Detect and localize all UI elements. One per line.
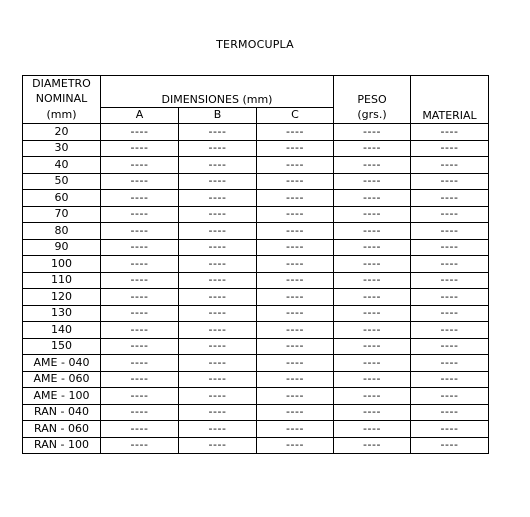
cell-material: ---- [411, 239, 489, 256]
cell-peso: ---- [334, 437, 411, 454]
cell-b: ---- [179, 157, 257, 174]
cell-diametro: 80 [23, 223, 101, 240]
cell-a: ---- [101, 190, 179, 207]
cell-c: ---- [257, 404, 334, 421]
header-peso-unit: (grs.) [334, 107, 411, 124]
cell-a: ---- [101, 272, 179, 289]
cell-peso: ---- [334, 157, 411, 174]
cell-diametro: AME - 060 [23, 371, 101, 388]
cell-diametro: 140 [23, 322, 101, 339]
cell-b: ---- [179, 404, 257, 421]
cell-material: ---- [411, 206, 489, 223]
table-row [23, 173, 489, 190]
table-row [23, 322, 489, 339]
cell-diametro: RAN - 100 [23, 437, 101, 454]
cell-c: ---- [257, 239, 334, 256]
cell-c: ---- [257, 256, 334, 273]
cell-c: ---- [257, 371, 334, 388]
cell-peso: ---- [334, 421, 411, 438]
cell-a: ---- [101, 404, 179, 421]
cell-peso: ---- [334, 289, 411, 306]
cell-b: ---- [179, 305, 257, 322]
cell-diametro: 70 [23, 206, 101, 223]
header-diametro-line1: DIAMETRO [23, 76, 101, 92]
cell-a: ---- [101, 256, 179, 273]
header-peso: PESO [334, 92, 411, 108]
table-row [23, 272, 489, 289]
cell-b: ---- [179, 421, 257, 438]
page-title: TERMOCUPLA [216, 38, 294, 51]
cell-diametro: 130 [23, 305, 101, 322]
cell-material: ---- [411, 421, 489, 438]
table-row [23, 140, 489, 157]
header-diametro-line2: NOMINAL [23, 92, 101, 108]
cell-material: ---- [411, 338, 489, 355]
cell-diametro: 40 [23, 157, 101, 174]
cell-peso: ---- [334, 206, 411, 223]
cell-material: ---- [411, 223, 489, 240]
header-col-a: A [101, 107, 179, 124]
cell-b: ---- [179, 355, 257, 372]
cell-c: ---- [257, 223, 334, 240]
cell-diametro: AME - 040 [23, 355, 101, 372]
cell-peso: ---- [334, 338, 411, 355]
cell-c: ---- [257, 421, 334, 438]
header-peso-spacer [334, 76, 411, 92]
cell-material: ---- [411, 190, 489, 207]
cell-b: ---- [179, 256, 257, 273]
cell-diametro: 30 [23, 140, 101, 157]
cell-material: ---- [411, 355, 489, 372]
header-diametro-unit: (mm) [23, 107, 101, 124]
table-row [23, 388, 489, 405]
cell-peso: ---- [334, 239, 411, 256]
cell-material: ---- [411, 272, 489, 289]
cell-b: ---- [179, 124, 257, 141]
cell-a: ---- [101, 421, 179, 438]
cell-a: ---- [101, 355, 179, 372]
cell-a: ---- [101, 140, 179, 157]
cell-diametro: 120 [23, 289, 101, 306]
table-row [23, 289, 489, 306]
cell-peso: ---- [334, 305, 411, 322]
cell-c: ---- [257, 173, 334, 190]
cell-peso: ---- [334, 371, 411, 388]
cell-c: ---- [257, 305, 334, 322]
cell-b: ---- [179, 239, 257, 256]
cell-a: ---- [101, 371, 179, 388]
cell-material: ---- [411, 140, 489, 157]
cell-diametro: 150 [23, 338, 101, 355]
cell-a: ---- [101, 305, 179, 322]
table-row [23, 355, 489, 372]
cell-a: ---- [101, 157, 179, 174]
cell-diametro: 100 [23, 256, 101, 273]
cell-material: ---- [411, 404, 489, 421]
cell-peso: ---- [334, 190, 411, 207]
cell-a: ---- [101, 206, 179, 223]
cell-b: ---- [179, 437, 257, 454]
cell-diametro: 20 [23, 124, 101, 141]
cell-material: ---- [411, 173, 489, 190]
cell-peso: ---- [334, 173, 411, 190]
cell-c: ---- [257, 140, 334, 157]
cell-peso: ---- [334, 388, 411, 405]
cell-peso: ---- [334, 272, 411, 289]
cell-peso: ---- [334, 404, 411, 421]
header-material-spacer [411, 76, 489, 108]
cell-b: ---- [179, 206, 257, 223]
cell-material: ---- [411, 256, 489, 273]
cell-c: ---- [257, 124, 334, 141]
cell-peso: ---- [334, 124, 411, 141]
cell-a: ---- [101, 124, 179, 141]
cell-b: ---- [179, 322, 257, 339]
table-row [23, 421, 489, 438]
cell-material: ---- [411, 305, 489, 322]
cell-material: ---- [411, 437, 489, 454]
cell-diametro: 60 [23, 190, 101, 207]
cell-b: ---- [179, 289, 257, 306]
cell-diametro: 110 [23, 272, 101, 289]
table-row [23, 305, 489, 322]
table-row [23, 124, 489, 141]
header-col-b: B [179, 107, 257, 124]
table-row [23, 157, 489, 174]
table-row [23, 338, 489, 355]
spec-table [22, 75, 489, 454]
cell-c: ---- [257, 322, 334, 339]
cell-b: ---- [179, 190, 257, 207]
table-row [23, 256, 489, 273]
cell-c: ---- [257, 157, 334, 174]
cell-material: ---- [411, 322, 489, 339]
cell-material: ---- [411, 124, 489, 141]
cell-a: ---- [101, 289, 179, 306]
cell-c: ---- [257, 190, 334, 207]
cell-diametro: AME - 100 [23, 388, 101, 405]
cell-b: ---- [179, 140, 257, 157]
cell-c: ---- [257, 355, 334, 372]
cell-a: ---- [101, 173, 179, 190]
cell-diametro: RAN - 060 [23, 421, 101, 438]
header-dimensiones: DIMENSIONES (mm) [101, 76, 334, 108]
table-row [23, 223, 489, 240]
cell-material: ---- [411, 157, 489, 174]
header-col-c: C [257, 107, 334, 124]
cell-c: ---- [257, 289, 334, 306]
cell-material: ---- [411, 289, 489, 306]
cell-a: ---- [101, 322, 179, 339]
cell-peso: ---- [334, 140, 411, 157]
cell-diametro: 90 [23, 239, 101, 256]
cell-c: ---- [257, 437, 334, 454]
header-material: MATERIAL [411, 107, 489, 124]
cell-c: ---- [257, 388, 334, 405]
cell-b: ---- [179, 388, 257, 405]
cell-peso: ---- [334, 322, 411, 339]
cell-c: ---- [257, 272, 334, 289]
cell-a: ---- [101, 223, 179, 240]
table-row [23, 404, 489, 421]
cell-b: ---- [179, 173, 257, 190]
cell-material: ---- [411, 371, 489, 388]
table-row [23, 239, 489, 256]
cell-diametro: 50 [23, 173, 101, 190]
table-row [23, 371, 489, 388]
cell-b: ---- [179, 338, 257, 355]
cell-b: ---- [179, 223, 257, 240]
cell-a: ---- [101, 239, 179, 256]
cell-a: ---- [101, 437, 179, 454]
cell-material: ---- [411, 388, 489, 405]
cell-peso: ---- [334, 355, 411, 372]
cell-a: ---- [101, 388, 179, 405]
cell-a: ---- [101, 338, 179, 355]
table-row [23, 206, 489, 223]
cell-peso: ---- [334, 256, 411, 273]
table-row [23, 437, 489, 454]
cell-b: ---- [179, 272, 257, 289]
cell-peso: ---- [334, 223, 411, 240]
cell-c: ---- [257, 338, 334, 355]
cell-c: ---- [257, 206, 334, 223]
cell-diametro: RAN - 040 [23, 404, 101, 421]
table-row [23, 190, 489, 207]
cell-b: ---- [179, 371, 257, 388]
